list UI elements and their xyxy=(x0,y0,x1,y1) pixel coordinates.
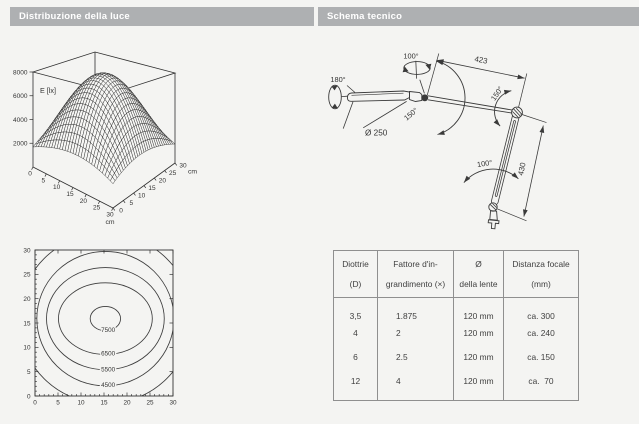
x-tick-label: 25 xyxy=(146,399,154,407)
z-tick-label: 8000 xyxy=(13,69,28,77)
x-tick-label: 5 xyxy=(41,177,46,185)
top-rotation-indicator xyxy=(403,61,432,94)
x-tick-label: 20 xyxy=(79,197,87,205)
y-tick-label: 30 xyxy=(179,162,187,170)
table-header-row xyxy=(334,251,579,298)
z-tick-label: 6000 xyxy=(13,93,28,101)
head-rotation-label: 180° xyxy=(330,75,346,84)
x-tick-label: 20 xyxy=(123,399,131,407)
x-tick-label: 30 xyxy=(106,211,114,219)
cell-lens-diameter: 120 mm xyxy=(454,328,504,352)
table-row xyxy=(334,352,579,376)
lens-head xyxy=(347,86,422,102)
elbow-joint xyxy=(512,107,523,118)
cell-lens-diameter: 120 mm xyxy=(454,298,504,328)
section-header-light-distribution xyxy=(10,7,314,26)
section-header-technical-diagram xyxy=(318,7,639,26)
col-header-magnification: Fattore d'in- grandimento (×) xyxy=(378,251,454,298)
cell-magnification: 2 xyxy=(378,328,454,352)
cell-focal-distance: ca. 240 xyxy=(504,328,579,352)
cell-diopters: 12 xyxy=(350,376,361,387)
table-row xyxy=(334,298,579,328)
z-tick-label: 4000 xyxy=(13,116,28,124)
lens-data-table xyxy=(333,250,579,401)
col-header-diopters: Diottrie (D) xyxy=(334,251,378,298)
y-tick-label: 20 xyxy=(158,177,166,185)
x-tick-label: 15 xyxy=(66,191,74,198)
y-tick-label: 0 xyxy=(119,207,123,215)
section-header-label: Distribuzione della luce xyxy=(19,11,130,22)
lens-diameter-leaders xyxy=(343,101,406,128)
y-tick-label: 25 xyxy=(23,271,31,279)
x-tick-label: 0 xyxy=(33,399,37,407)
cell-lens-diameter: 120 mm xyxy=(454,376,504,400)
x-axis-unit: cm xyxy=(105,219,115,226)
base-tilt-label: 100° xyxy=(476,158,493,170)
contour-level-label: 4500 xyxy=(101,381,116,389)
z-tick-label: 2000 xyxy=(13,140,28,148)
cell-focal-distance: ca. 70 xyxy=(504,376,579,400)
contour-level-label: 6500 xyxy=(101,350,116,358)
upper-arm-length-label: 423 xyxy=(473,54,489,66)
base-clamp xyxy=(488,203,499,229)
lens-diameter-label: Ø 250 xyxy=(365,128,388,138)
technical-diagram xyxy=(318,32,639,237)
table-row xyxy=(334,328,579,352)
col-header-lens-diameter: Ø della lente xyxy=(454,251,504,298)
x-tick-label: 30 xyxy=(169,399,177,407)
y-tick-label: 25 xyxy=(169,170,177,178)
upper-arm xyxy=(428,96,516,114)
head-rotation-indicator xyxy=(329,85,348,109)
x-tick-label: 10 xyxy=(77,399,85,407)
contour-level-label: 5500 xyxy=(101,366,116,374)
top-rotation-label: 100° xyxy=(403,51,419,61)
surface-plot-3d xyxy=(10,40,210,240)
x-tick-label: 0 xyxy=(28,170,32,178)
y-tick-label: 30 xyxy=(23,247,31,255)
y-tick-label: 5 xyxy=(26,368,31,376)
y-tick-label: 5 xyxy=(129,200,134,208)
y-tick-label: 15 xyxy=(23,320,31,328)
y-tick-label: 20 xyxy=(23,295,31,303)
y-tick-label: 10 xyxy=(138,192,146,200)
contour-plot xyxy=(10,243,210,413)
x-tick-label: 15 xyxy=(100,399,108,407)
elbow-tilt-label: 150° xyxy=(488,84,506,103)
cell-lens-diameter: 120 mm xyxy=(454,352,504,376)
y-axis-unit: cm xyxy=(188,168,198,176)
col-header-focal-distance: Distanza focale (mm) xyxy=(504,251,579,298)
cell-magnification: 1.875 xyxy=(378,298,454,328)
x-tick-label: 25 xyxy=(93,204,101,212)
lower-arm-length-label: 430 xyxy=(516,161,528,177)
lower-arm xyxy=(495,117,516,202)
cell-focal-distance: ca. 300 xyxy=(504,298,579,328)
table-row xyxy=(334,376,579,400)
head-tilt-label: 150° xyxy=(402,105,420,123)
base-tilt-arc xyxy=(464,169,519,183)
contour-level-label: 7500 xyxy=(101,327,116,335)
y-tick-label: 0 xyxy=(26,393,31,401)
y-tick-label: 15 xyxy=(148,185,156,193)
y-tick-label: 10 xyxy=(23,344,31,352)
section-header-label: Schema tecnico xyxy=(327,11,403,22)
x-tick-label: 10 xyxy=(53,184,61,192)
z-axis-label: E [lx] xyxy=(40,86,56,95)
cell-diopters: 4 xyxy=(353,327,358,338)
x-tick-label: 5 xyxy=(56,399,60,407)
cell-magnification: 4 xyxy=(378,376,454,400)
cell-diopters: 6 xyxy=(353,351,358,362)
cell-magnification: 2.5 xyxy=(378,352,454,376)
contour-rings xyxy=(19,243,192,404)
cell-diopters: 3,5 xyxy=(349,311,362,321)
cell-focal-distance: ca. 150 xyxy=(504,352,579,376)
